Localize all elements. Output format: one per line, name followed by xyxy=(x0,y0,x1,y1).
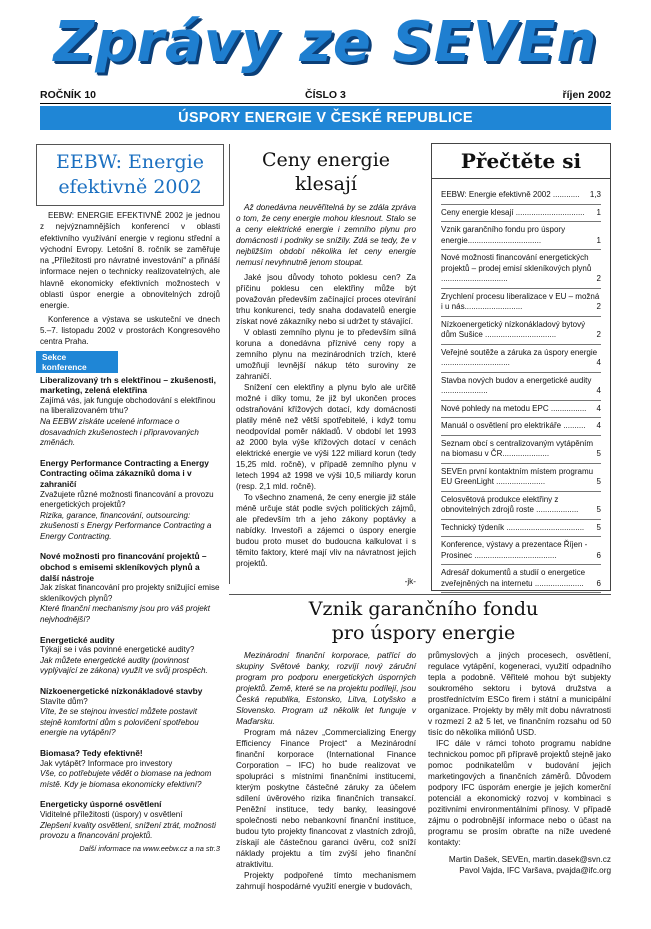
session-note: Zlepšení kvality osvětlení, snížení ztrát, možnosti provozu a financování projektů. xyxy=(40,820,216,841)
toc-item-page: 5 xyxy=(596,505,601,514)
fund-author: Martin Dašek, SEVEn, martin.dasek@svn.cz xyxy=(448,855,611,864)
toc-item-text: Stavba nových budov a energetické audity ..................... xyxy=(441,375,592,395)
session-block xyxy=(40,551,220,625)
toc-item[interactable] xyxy=(441,373,601,401)
prices-lead: Až donedávna neuvěřitelná by se zdála zpráva o tom, že ceny energie mohou klesnout. Stalo se a ceny elektrické energie i zemního plynu pro domácnosti i podniky se snížily. Zdá se tedy, že v nejbližším období několika let ceny energie nemusí nevyhnutně jenom stoupat. xyxy=(236,203,416,267)
toc-item-page: 1 xyxy=(596,207,601,217)
toc-item[interactable] xyxy=(441,565,601,593)
toc-item-text: Seznam obcí s centralizovaným vytápěním na biomasu v ČR..................... xyxy=(441,438,594,458)
session-note: Rizika, garance, financování, outsourcing: zkušenosti s Energy Performance Contracting a Energy Contracting. xyxy=(40,510,212,541)
toc-item[interactable] xyxy=(441,537,601,565)
header-divider xyxy=(40,103,611,104)
toc-item-page: 5 xyxy=(596,522,601,532)
toc-item[interactable] xyxy=(441,317,601,345)
fund-paragraph: Projekty podpořené tímto mechanismem zahrnují hospodárné využití energie v budovách, xyxy=(236,871,416,891)
prices-article xyxy=(236,148,416,586)
session-title: Nízkoenergetické nízkonákladové stavby xyxy=(40,686,203,696)
conference-sections-label: Sekce konference xyxy=(36,351,118,373)
toc-item-page: 5 xyxy=(596,449,601,458)
eebw-title-line1: EEBW: Energie xyxy=(56,151,204,173)
session-note: Jak můžete energetické audity (povinnost vyplývající ze zákona) využít ve svůj prospěch. xyxy=(40,655,208,676)
toc-item-text: Technický týdeník ................................... xyxy=(441,522,585,532)
session-text: Týkají se i vás povinné energetické audity? xyxy=(40,645,195,655)
column-divider xyxy=(229,144,230,584)
issue-date: říjen 2002 xyxy=(562,89,611,101)
prices-paragraph: V oblasti zemního plynu je to především silná koruna a donedávna příznivé ceny ropy a zemního plynu na mezinárodních trzích, které umožňují levnější nákup této suroviny ze zahraničí. xyxy=(236,328,416,381)
more-info-link[interactable]: Další informace na www.eebw.cz a na str.3 xyxy=(79,843,220,853)
session-block xyxy=(40,799,220,841)
toc-item-text: Manuál o osvětlení pro elektrikáře .......... xyxy=(441,421,586,430)
toc-item-page: 4 xyxy=(596,403,601,413)
session-block xyxy=(40,686,220,739)
fund-title xyxy=(236,597,611,645)
fund-title-line1: Vznik garančního fondu xyxy=(308,598,539,620)
toc-item[interactable] xyxy=(441,187,601,205)
issue-number: ČÍSLO 3 xyxy=(305,89,346,101)
toc-item-text: Nízkoenergetický nízkonákladový bytový dům Sušice ................................ xyxy=(441,319,586,339)
toc-item-page: 4 xyxy=(596,386,601,395)
fund-author: Pavol Vajda, IFC Varšava, pvajda@ifc.org xyxy=(459,866,611,875)
fund-lead: Mezinárodní finanční korporace, patřící do skupiny Světové banky, rozvíjí nový záruční program pro podporu energetických úsporných projektů. Země, které se na projektu podílejí, jsou Česká republika, Estonsko, Litva, Lotyšsko a Slovensko. Program už několik let funguje v Maďarsku. xyxy=(236,651,416,726)
fund-article-left xyxy=(236,650,416,892)
toc-item-text: EEBW: Energie efektivně 2002 ............ xyxy=(441,190,580,199)
toc-item[interactable] xyxy=(441,492,601,520)
prices-title-line2: klesají xyxy=(295,173,357,195)
prices-title-line1: Ceny energie xyxy=(261,149,391,171)
eebw-paragraph: Konference a výstava se uskuteční ve dnech 5.–7. listopadu 2002 v prostorách Kongresového centra Praha. xyxy=(40,314,220,347)
prices-title xyxy=(236,148,416,196)
session-text: Viditelné příležitosti (úspory) v osvětlení xyxy=(40,809,183,819)
toc-title: Přečtěte si xyxy=(432,144,610,179)
prices-signature: -jk- xyxy=(404,577,416,586)
session-text: Jak získat financování pro projekty snižující emise skleníkových plynů? xyxy=(40,583,220,603)
fund-paragraph: Program má název „Commercializing Energy Efficiency Finance Project“ a Mezinárodní finanční korporace (International Finance Corporation – IFC) ho bude realizovat ve spolupráci s místními finančními institucemi, kterým poskytne částečné záruky za účelem sdílení úvěrového rizika finančních transakcí. Peněžní instituce, tedy banky, leasingové společnosti nebo nebankovní finanční instituce, budou tyto projekty financovat z vlastních zdrojů, získají ale částečnou garanci úvěru, což sníží náklady projektu a tím zvýší jeho finanční atraktivitu. xyxy=(236,728,416,869)
fund-article-right xyxy=(428,650,611,876)
toc-item-text: Konference, výstavy a prezentace Říjen - Prosinec ..................................... xyxy=(441,540,588,560)
toc-item-page: 6 xyxy=(596,578,601,588)
session-title: Energeticky úsporné osvětlení xyxy=(40,799,162,810)
session-text: Jak vytápět? Informace pro investory xyxy=(40,758,173,768)
toc-list xyxy=(432,187,610,593)
session-title: Liberalizovaný trh s elektřinou – zkušenosti, marketing, zelená elektřina xyxy=(40,374,216,396)
fund-paragraph: IFC dále v rámci tohoto programu nabídne technickou pomoc při přípravě projektů stejně jako pomoc podnikatelům v budování jejich marketingových a finančních záměrů. Důvodem podpory IFC úsporám energie je jejich komerční potenciál a ekonomický rozvoj v kombinaci s pozitivními environmentálními přínosy. V případě zájmu o podrobnější informace nebo o účast na programu se prosím obraťte na níže uvedené kontakty: xyxy=(428,739,611,847)
toc-item-page: 5 xyxy=(596,477,601,486)
toc-item-page: 6 xyxy=(596,550,601,560)
issue-volume: ROČNÍK 10 xyxy=(40,89,97,101)
eebw-column xyxy=(36,144,224,853)
fund-title-line2: pro úspory energie xyxy=(331,622,516,644)
toc-item-page: 2 xyxy=(596,330,601,339)
session-text: Stavíte dům? xyxy=(40,696,88,706)
session-title: Energetické audity xyxy=(40,634,115,645)
eebw-intro xyxy=(40,210,220,348)
toc-item-page: 2 xyxy=(596,302,601,311)
toc-item-text: Vznik garančního fondu pro úspory energie................................. xyxy=(441,225,566,245)
toc-item[interactable] xyxy=(441,436,601,464)
eebw-title-box xyxy=(36,144,224,206)
table-of-contents xyxy=(431,143,611,591)
section-divider xyxy=(229,594,611,595)
session-text: Zvažujete různé možnosti financování a provozu energetických projektů? xyxy=(40,489,214,510)
session-block xyxy=(40,375,220,449)
fund-paragraph: průmyslových a jiných procesech, osvětlení, regulace vytápění, kogeneraci, využití odpadního tepla a podobně. Věřitelé mohou být subjekty soukromého sektoru i bytová družstva a prostředníctvím ESCo firem i státní a municipální organizace. Projekty by měly mít dobu návratnosti v rozmezí 2 až 5 let, ve finančním rozsahu od 50 tisíc do několika miliónů USD. xyxy=(428,651,611,737)
toc-item-page: 1,3 xyxy=(589,190,601,199)
toc-item-text: Nové možnosti financování energetických projektů – prodej emisí skleníkových plynů .............................. xyxy=(441,253,592,283)
session-note: Vše, co potřebujete vědět o biomase na jednom místě. Kdy je biomasa ekonomicky efektivní? xyxy=(40,769,212,789)
toc-item-text: Ceny energie klesají ............................... xyxy=(441,207,585,217)
toc-item-text: Zrychlení procesu liberalizace v EU – možná i u nás.......................... xyxy=(441,291,600,311)
toc-item-page: 4 xyxy=(596,358,601,367)
session-block xyxy=(40,458,220,543)
session-title: Energy Performance Contracting a Energy Contracting očima zákazníků doma i v zahraničí xyxy=(40,457,209,489)
toc-item[interactable] xyxy=(441,464,601,492)
session-title: Nové možnosti pro financování projektů – obchod s emisemi skleníkových plynů a další nástroje xyxy=(40,551,207,583)
toc-item[interactable] xyxy=(441,401,601,419)
prices-paragraph: To všechno znamená, že ceny energie již stále méně určuje stát podle svých politických zájmů, ale především trh a jeho zákony poptávky a nabídky. Investoři a zájemci o úspory energie budou proto muset do budoucna kalkulovat i s těmito faktory, které mají vliv na návratnost jejich projektů. xyxy=(236,493,416,568)
toc-item[interactable] xyxy=(441,222,601,250)
session-block xyxy=(40,635,220,677)
toc-item-page: 4 xyxy=(596,421,601,430)
session-note: Které finanční mechanismy jsou pro váš projekt nejvhodnější? xyxy=(40,604,211,625)
eebw-paragraph: EEBW: ENERGIE EFEKTIVNĚ 2002 je jednou z nejvýznamnějších konferencí v oblasti efektivního využívání energie v regionu střední a východní Evropy. Letošní 8. ročník se zaměřuje na „Příležitosti pro návratné investování“ a přináší informace nejen o technicky realizovatelných, ale hlavně ekonomicky efektivních možnostech v oblasti úspor energie a obnovitelných zdrojů energie. xyxy=(40,211,220,311)
topic-banner: ÚSPORY ENERGIE V ČESKÉ REPUBLICE xyxy=(40,106,611,130)
toc-item-text: SEVEn první kontaktním místem programu EU GreenLight ...................... xyxy=(441,466,594,486)
prices-paragraph: Jaké jsou důvody tohoto poklesu cen? Za příčinu poklesu cen elektřiny může být považován především začínající proces otevírání trhu konkurenci, tedy snaha dodavatelů energie získat nové zákazníky nebo si udržet ty stávající. xyxy=(236,273,416,326)
session-block xyxy=(40,748,220,790)
toc-item-page: 2 xyxy=(596,274,601,283)
newsletter-title: Zprávy ze SEVEn xyxy=(53,10,598,75)
session-note: Víte, že se stejnou investicí můžete postavit stejně komfortní dům s polovičení spotřebou energie na vytápění? xyxy=(40,707,199,738)
toc-item[interactable] xyxy=(441,250,601,289)
masthead xyxy=(20,8,631,78)
toc-item-text: Nové pohledy na metodu EPC ................ xyxy=(441,403,587,413)
toc-item[interactable] xyxy=(441,520,601,538)
toc-item-text: Veřejné soutěže a záruka za úspory energie ............................... xyxy=(441,347,598,367)
session-title: Biomasa? Tedy efektivně! xyxy=(40,747,143,758)
toc-item[interactable] xyxy=(441,289,601,317)
toc-item[interactable] xyxy=(441,345,601,373)
issue-info-row xyxy=(40,89,611,103)
toc-item[interactable] xyxy=(441,205,601,223)
toc-item[interactable] xyxy=(441,418,601,436)
toc-item-text: Adresář dokumentů a studií o energetice zveřejněných na internetu ...................... xyxy=(441,568,586,588)
session-text: Zajímá vás, jak funguje obchodování s elektřinou na liberalizovaném trhu? xyxy=(40,395,216,416)
toc-item-page: 1 xyxy=(596,235,601,245)
eebw-title-line2: efektivně 2002 xyxy=(58,176,202,198)
session-note: Na EEBW získáte ucelené informace o dosavadních zkušenostech i připravovaných změnách. xyxy=(40,416,199,448)
prices-paragraph: Snížení cen elektřiny a plynu bylo ale určitě možné i díky tomu, že již byl ukončen proces odstraňování křížových dotací, kdy domácnosti platily méně než větší spotřebitelé, i když tomu neodpovídal poměr nákladů. V období let 1993 až 2000 byla výše křížových dotací v cenách elektrické energie ve výši 122 miliard korun (tedy 15,25 mld. ročně), v případě zemního plynu v letech 1994 až 1998 ve výši 10,5 miliardy korun (resp. 2,1 mld. ročně). xyxy=(236,383,416,491)
toc-item-text: Celosvětová produkce elektřiny z obnovitelných zdrojů roste ................... xyxy=(441,494,579,514)
